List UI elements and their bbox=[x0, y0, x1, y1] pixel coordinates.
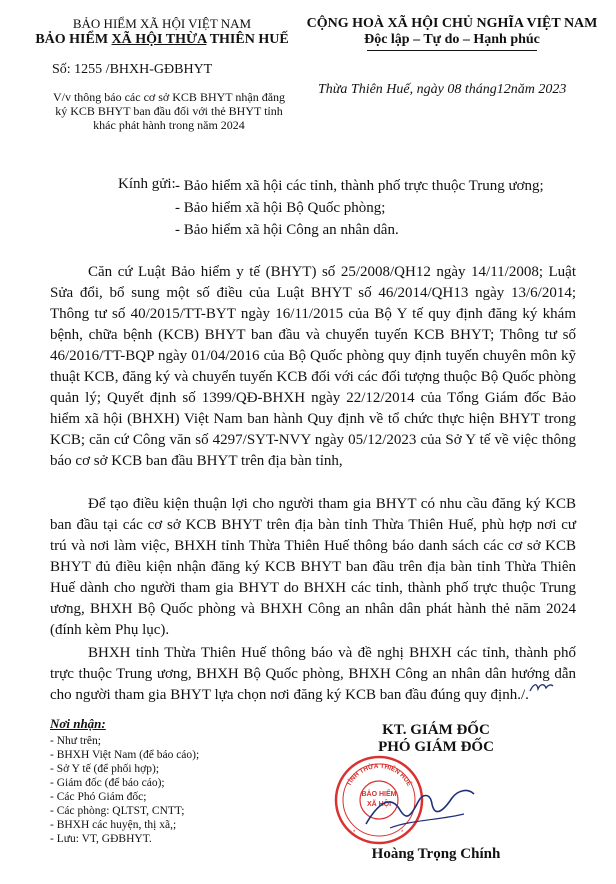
recipient-item: - Lưu: VT, GĐBHYT. bbox=[50, 833, 152, 845]
handwritten-signature-icon bbox=[360, 780, 480, 840]
org-name-pre: BẢO HIỂM bbox=[35, 32, 112, 47]
nation-title: CỘNG HOÀ XÃ HỘI CHỦ NGHĨA VIỆT NAM bbox=[306, 16, 598, 31]
subject-line: V/v thông báo các cơ sở KCB BHYT nhận đăng bbox=[52, 90, 286, 104]
recipient-item: - Giám đốc (để báo cáo); bbox=[50, 777, 165, 789]
org-name-post: THIÊN HUẾ bbox=[206, 32, 289, 47]
nation-motto: Độc lập – Tự do – Hạnh phúc bbox=[364, 32, 540, 47]
stamp-arc-text: TỈNH THỪA THIÊN HUẾ bbox=[345, 762, 413, 788]
motto-underline bbox=[367, 50, 537, 51]
stamp-text-mid: XÃ HỘI bbox=[366, 801, 392, 808]
body-paragraph: Để tạo điều kiện thuận lợi cho người tham gia BHYT có nhu cầu đăng ký KCB ban đầu tại các cơ sở KCB BHYT trên địa bàn tỉnh Thừa Thiên Huế, phù hợp nơi cư trú và nơi làm việc, BHXH tỉnh Thừa Thiên Huế thông báo danh sách các cơ sở KCB BHYT đủ điều kiện nhận đăng ký KCB BHYT ban đầu trên địa bàn tỉnh Thừa Thiên Huế dành cho người tham gia BHYT do BHXH các tỉnh, thành phố trực thuộc Trung ương, BHXH Bộ Quốc phòng và BHXH Công an nhân dân phát hành thẻ năm 2024 (đính kèm Phụ lục). bbox=[50, 496, 576, 638]
greeting: Kính gửi: bbox=[118, 176, 176, 192]
subject-line: khác phát hành trong năm 2024 bbox=[93, 118, 245, 132]
recipients-block-colon: : bbox=[101, 716, 106, 731]
signer-name: Hoàng Trọng Chính bbox=[371, 846, 501, 862]
recipients-block-title bbox=[50, 716, 106, 732]
document-date: Thừa Thiên Huế, ngày 08 tháng12năm 2023 bbox=[318, 82, 567, 97]
signature-title bbox=[346, 722, 526, 756]
org-parent: BẢO HIỂM XÃ HỘI VIỆT NAM bbox=[72, 16, 252, 31]
recipients-block-label: Nơi nhận bbox=[50, 716, 102, 731]
recipient-line: - Bảo hiểm xã hội Bộ Quốc phòng; bbox=[175, 200, 386, 216]
recipient-item: - BHXH Việt Nam (để báo cáo); bbox=[50, 749, 200, 761]
recipient-item: - Sở Y tế (để phối hợp); bbox=[50, 763, 160, 775]
svg-text:*: * bbox=[353, 830, 356, 836]
initial-mark-icon bbox=[528, 680, 554, 694]
org-name-underlined: XÃ HỘI THỪA bbox=[111, 32, 207, 47]
recipient-item: - Các Phó Giám đốc; bbox=[50, 791, 147, 803]
stamp-text-top: BẢO HIỂM bbox=[361, 791, 397, 798]
document-number: Số: 1255 /BHXH-GĐBHYT bbox=[52, 62, 213, 77]
svg-text:*: * bbox=[401, 830, 404, 836]
signature-line1: KT. GIÁM ĐỐC bbox=[382, 722, 490, 738]
recipients-block bbox=[50, 734, 199, 846]
subject-line: ký KCB BHYT ban đầu đối với thẻ BHYT tỉnh bbox=[55, 104, 283, 118]
recipient-line: - Bảo hiểm xã hội Công an nhân dân. bbox=[175, 222, 399, 238]
signature-line2: PHÓ GIÁM ĐỐC bbox=[378, 739, 494, 755]
header-left bbox=[22, 16, 302, 48]
recipient-item: - BHXH các huyện, thị xã,; bbox=[50, 819, 177, 831]
recipient-item: - Như trên; bbox=[50, 735, 101, 747]
body-paragraph: Căn cứ Luật Bảo hiểm y tế (BHYT) số 25/2008/QH12 ngày 14/11/2008; Luật Sửa đổi, bổ sung một số điều của Luật BHYT số 46/2014/QH13 ngày 13/6/2014; Thông tư số 40/2015/TT-BYT ngày 16/11/2015 của Bộ Y tế quy định đăng ký khám bệnh, chữa bệnh (KCB) BHYT ban đầu và chuyển tuyến KCB BHYT; Thông tư số 46/2016/TT-BQP ngày 01/04/2016 của Bộ Quốc phòng quy định tuyến chuyên môn kỹ thuật KCB, đăng ký và chuyển tuyến KCB đối với các đối tượng thuộc Bộ Quốc phòng quản lý; Quyết định số 1399/QĐ-BHXH ngày 22/12/2014 của Tổng Giám đốc Bảo hiểm xã hội (BHXH) Việt Nam ban hành Quy định về tổ chức thực hiện BHYT trong KCB; căn cứ Công văn số 4297/SYT-NVY ngày 05/12/2023 của Sở Y tế về việc thông báo cơ sở KCB ban đầu BHYT trên địa bàn tỉnh, bbox=[50, 264, 576, 469]
org-name bbox=[22, 32, 302, 48]
body-paragraph: BHXH tỉnh Thừa Thiên Huế thông báo và đề nghị BHXH các tỉnh, thành phố trực thuộc Trung ương, BHXH Bộ Quốc phòng, BHXH Công an nhân dân hướng dẫn cho người tham gia BHYT lựa chọn nơi đăng ký KCB ban đầu đúng quy định./. bbox=[50, 645, 576, 703]
recipient-item: - Các phòng: QLTST, CNTT; bbox=[50, 805, 185, 817]
document-subject bbox=[40, 90, 298, 132]
recipient-line: - Bảo hiểm xã hội các tỉnh, thành phố trực thuộc Trung ương; bbox=[175, 178, 544, 194]
header-right bbox=[302, 16, 602, 51]
